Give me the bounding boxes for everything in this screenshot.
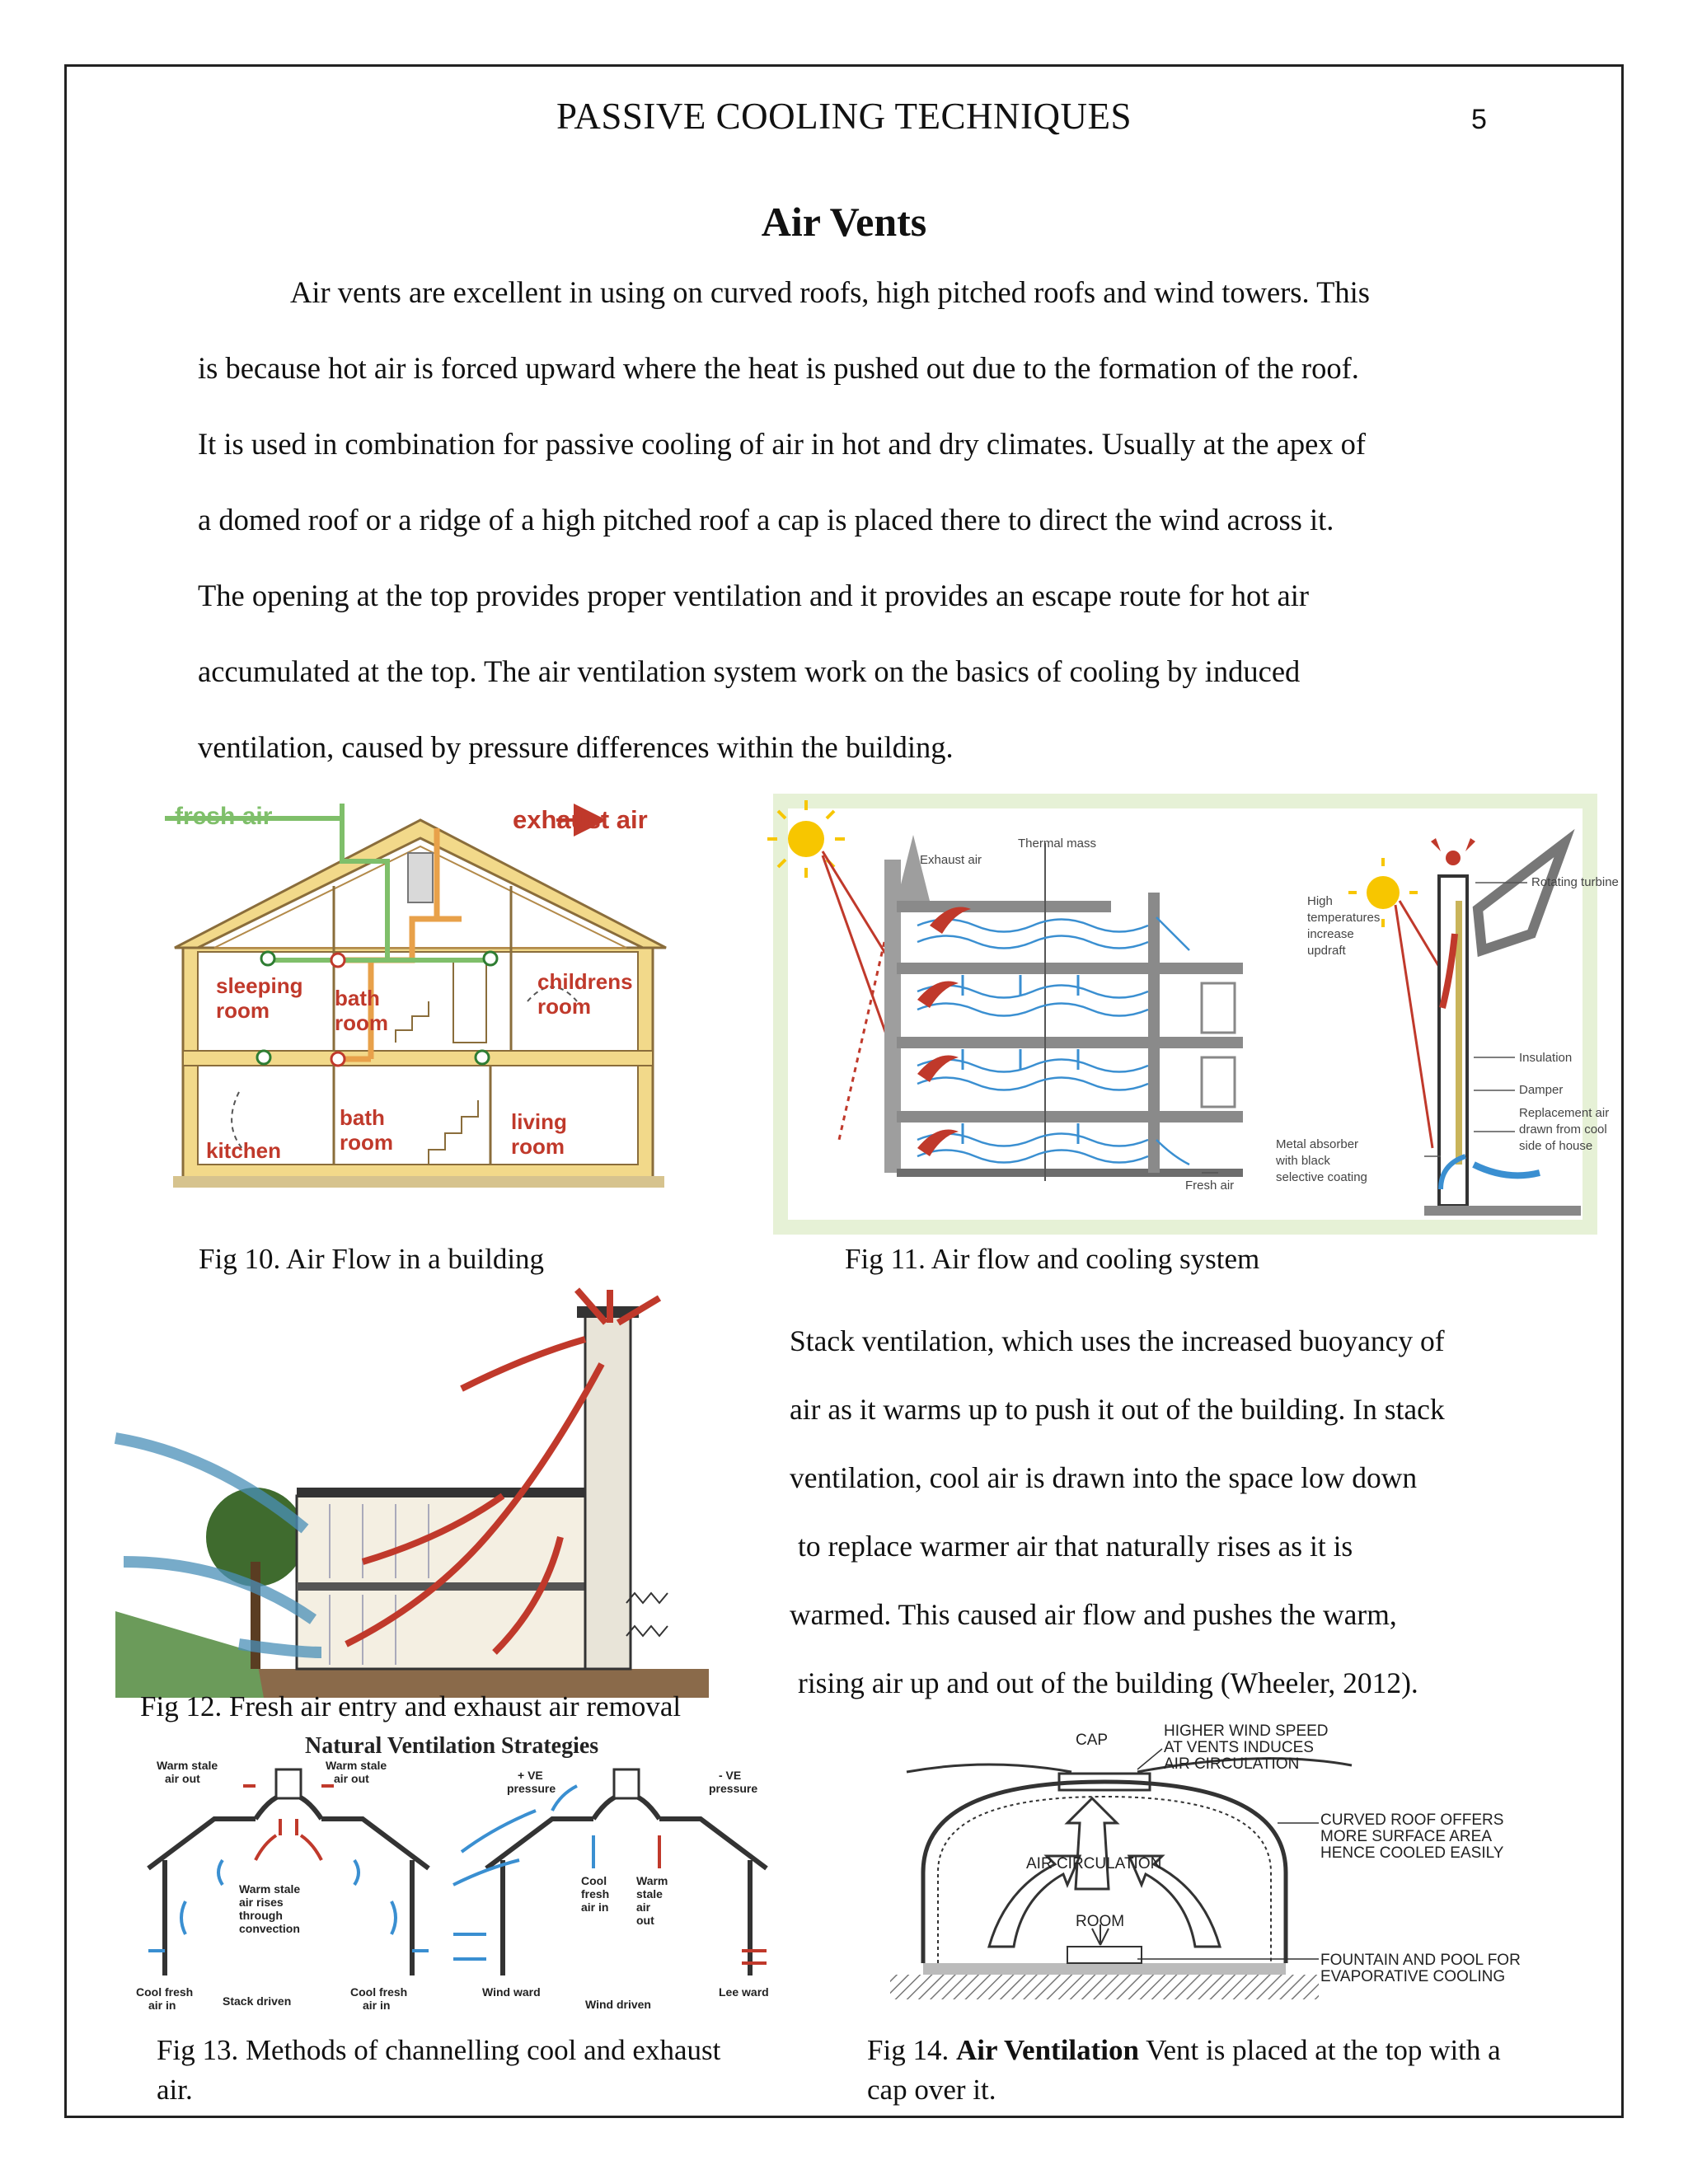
fig14-label: HENCE COOLED EASILY [1320, 1844, 1504, 1862]
fig14-label: EVAPORATIVE COOLING [1320, 1968, 1506, 1985]
fig13-label: Stack driven [223, 1994, 292, 2008]
fig10-room-label: room [335, 1010, 388, 1035]
fig11-label: with black [1276, 1154, 1330, 1168]
fig10-caption: Fig 10. Air Flow in a building [199, 1243, 545, 1275]
figure-10-house-airflow [165, 795, 676, 1212]
stack-line: to replace warmer air that naturally rises as it is [798, 1530, 1353, 1563]
page-number: 5 [1471, 104, 1487, 135]
stack-line: ventilation, cool air is drawn into the space low down [790, 1461, 1418, 1494]
fig10-room-label: living [511, 1109, 567, 1134]
fig13-label: Cool fresh [136, 1985, 194, 1999]
fig13-label: Lee ward [719, 1985, 769, 1999]
fig10-exhaust-air-label: exhaust air [513, 805, 648, 834]
fig13-label: pressure [709, 1782, 758, 1795]
intro-line: a domed roof or a ridge of a high pitched roof a cap is placed there to direct the wind across it. [198, 503, 1334, 537]
fig10-room-label: room [511, 1134, 565, 1159]
fig11-label: Thermal mass [1018, 837, 1097, 851]
fig13-title: Natural Ventilation Strategies [305, 1733, 599, 1759]
fig13-label: air in [148, 1999, 176, 2012]
running-title: PASSIVE COOLING TECHNIQUES [556, 96, 1132, 137]
fig10-room-label: room [340, 1130, 393, 1155]
fig13-caption [157, 2031, 799, 2110]
fig11-label: High [1307, 894, 1333, 908]
fig14-caption-bold: Air Ventilation [955, 2034, 1139, 2066]
fig11-label: Insulation [1519, 1051, 1573, 1065]
fig11-label: selective coating [1276, 1170, 1367, 1184]
fig10-fresh-air-label: fresh air [175, 803, 273, 830]
fig13-label: air [636, 1900, 651, 1914]
fig11-label: Metal absorber [1276, 1137, 1359, 1151]
fig13-label: + VE [518, 1769, 543, 1782]
fig11-label: drawn from cool [1519, 1122, 1607, 1137]
fig13-label: air in [581, 1900, 609, 1914]
fig12-caption: Fig 12. Fresh air entry and exhaust air removal [140, 1690, 682, 1722]
fig10-room-label: sleeping [216, 973, 303, 998]
figure-12-building-section [115, 1290, 709, 1698]
fig14-label: CAP [1076, 1732, 1109, 1749]
intro-line: accumulated at the top. The air ventilation system work on the basics of cooling by induced [198, 654, 1301, 688]
intro-line: The opening at the top provides proper ventilation and it provides an escape route for hot air [198, 579, 1310, 612]
intro-line: Air vents are excellent in using on curved roofs, high pitched roofs and wind towers. This [290, 275, 1370, 309]
fig14-label: AIR CIRCULATION [1164, 1755, 1300, 1773]
fig13-caption-line: air. [157, 2074, 193, 2106]
fig13-label: Warm stale [326, 1759, 387, 1772]
intro-line: It is used in combination for passive cooling of air in hot and dry climates. Usually at the apex of [198, 427, 1367, 461]
fig13-label: stale [636, 1887, 663, 1900]
fig13-label: Wind ward [482, 1985, 541, 1999]
figure-11-cooling-system [773, 794, 1619, 1235]
fig11-label: Replacement air [1519, 1106, 1610, 1120]
fig11-label: increase [1307, 927, 1354, 941]
fig11-label: temperatures [1307, 911, 1381, 925]
figure-14-domed-roof-vent [890, 1722, 1521, 2021]
fig14-caption-line2: cap over it. [867, 2074, 996, 2106]
fig11-label: side of house [1519, 1139, 1593, 1153]
fig13-label: Cool fresh [350, 1985, 408, 1999]
intro-line: is because hot air is forced upward where the heat is pushed out due to the formation of the roof. [198, 351, 1359, 385]
fig14-caption [867, 2031, 1609, 2110]
stack-line: air as it warms up to push it out of the building. In stack [790, 1393, 1445, 1426]
fig14-label: MORE SURFACE AREA [1320, 1828, 1492, 1845]
fig13-label: Wind driven [585, 1998, 651, 2011]
fig13-label: fresh [581, 1887, 610, 1900]
fig13-label: Warm stale [157, 1759, 218, 1772]
fig13-label: - VE [719, 1769, 742, 1782]
fig10-room-label: kitchen [206, 1138, 282, 1163]
fig13-caption-line: Fig 13. Methods of channelling cool and exhaust [157, 2034, 721, 2066]
fig13-label: Warm stale [239, 1882, 301, 1896]
fig10-room-label: room [216, 998, 270, 1023]
fig13-label: through [239, 1909, 283, 1922]
fig11-caption: Fig 11. Air flow and cooling system [845, 1243, 1260, 1275]
fig13-label: out [636, 1914, 654, 1927]
figure-13-ventilation-strategies [132, 1728, 775, 2025]
fig13-label: convection [239, 1922, 300, 1935]
fig14-label: ROOM [1076, 1913, 1125, 1930]
fig10-room-label: childrens [537, 969, 633, 994]
stack-line: warmed. This caused air flow and pushes the warm, [790, 1598, 1397, 1631]
fig11-label: updraft [1307, 944, 1346, 958]
fig11-label: Fresh air [1185, 1179, 1235, 1193]
fig14-label: AT VENTS INDUCES [1164, 1739, 1314, 1756]
fig13-label: pressure [507, 1782, 556, 1795]
stack-line: rising air up and out of the building (Wheeler, 2012). [798, 1666, 1418, 1699]
fig14-label: CURVED ROOF OFFERS [1320, 1811, 1504, 1829]
fig14-caption-rest: Vent is placed at the top with a [1146, 2034, 1501, 2066]
section-title: Air Vents [761, 199, 927, 245]
fig10-room-label: bath [340, 1105, 385, 1130]
intro-line: ventilation, caused by pressure differences within the building. [198, 730, 954, 764]
fig10-room-label: room [537, 994, 591, 1019]
fig11-label: Damper [1519, 1083, 1564, 1097]
fig11-label: Exhaust air [920, 853, 982, 867]
fig13-label: air out [165, 1772, 200, 1785]
fig14-label: FOUNTAIN AND POOL FOR [1320, 1952, 1521, 1969]
fig13-label: air rises [239, 1896, 284, 1909]
fig13-label: Cool [581, 1874, 607, 1887]
fig14-caption-line1 [867, 2031, 1609, 2070]
fig11-label: Rotating turbine [1531, 875, 1619, 889]
fig13-label: air in [363, 1999, 391, 2012]
stack-line: Stack ventilation, which uses the increased buoyancy of [790, 1324, 1445, 1357]
fig10-room-label: bath [335, 986, 380, 1010]
fig13-label: air out [334, 1772, 369, 1785]
fig13-label: Warm [636, 1874, 668, 1887]
fig14-caption-prefix: Fig 14. [867, 2034, 950, 2066]
fig14-label: AIR CIRCULATION [1026, 1855, 1162, 1872]
fig14-label: HIGHER WIND SPEED [1164, 1722, 1329, 1740]
